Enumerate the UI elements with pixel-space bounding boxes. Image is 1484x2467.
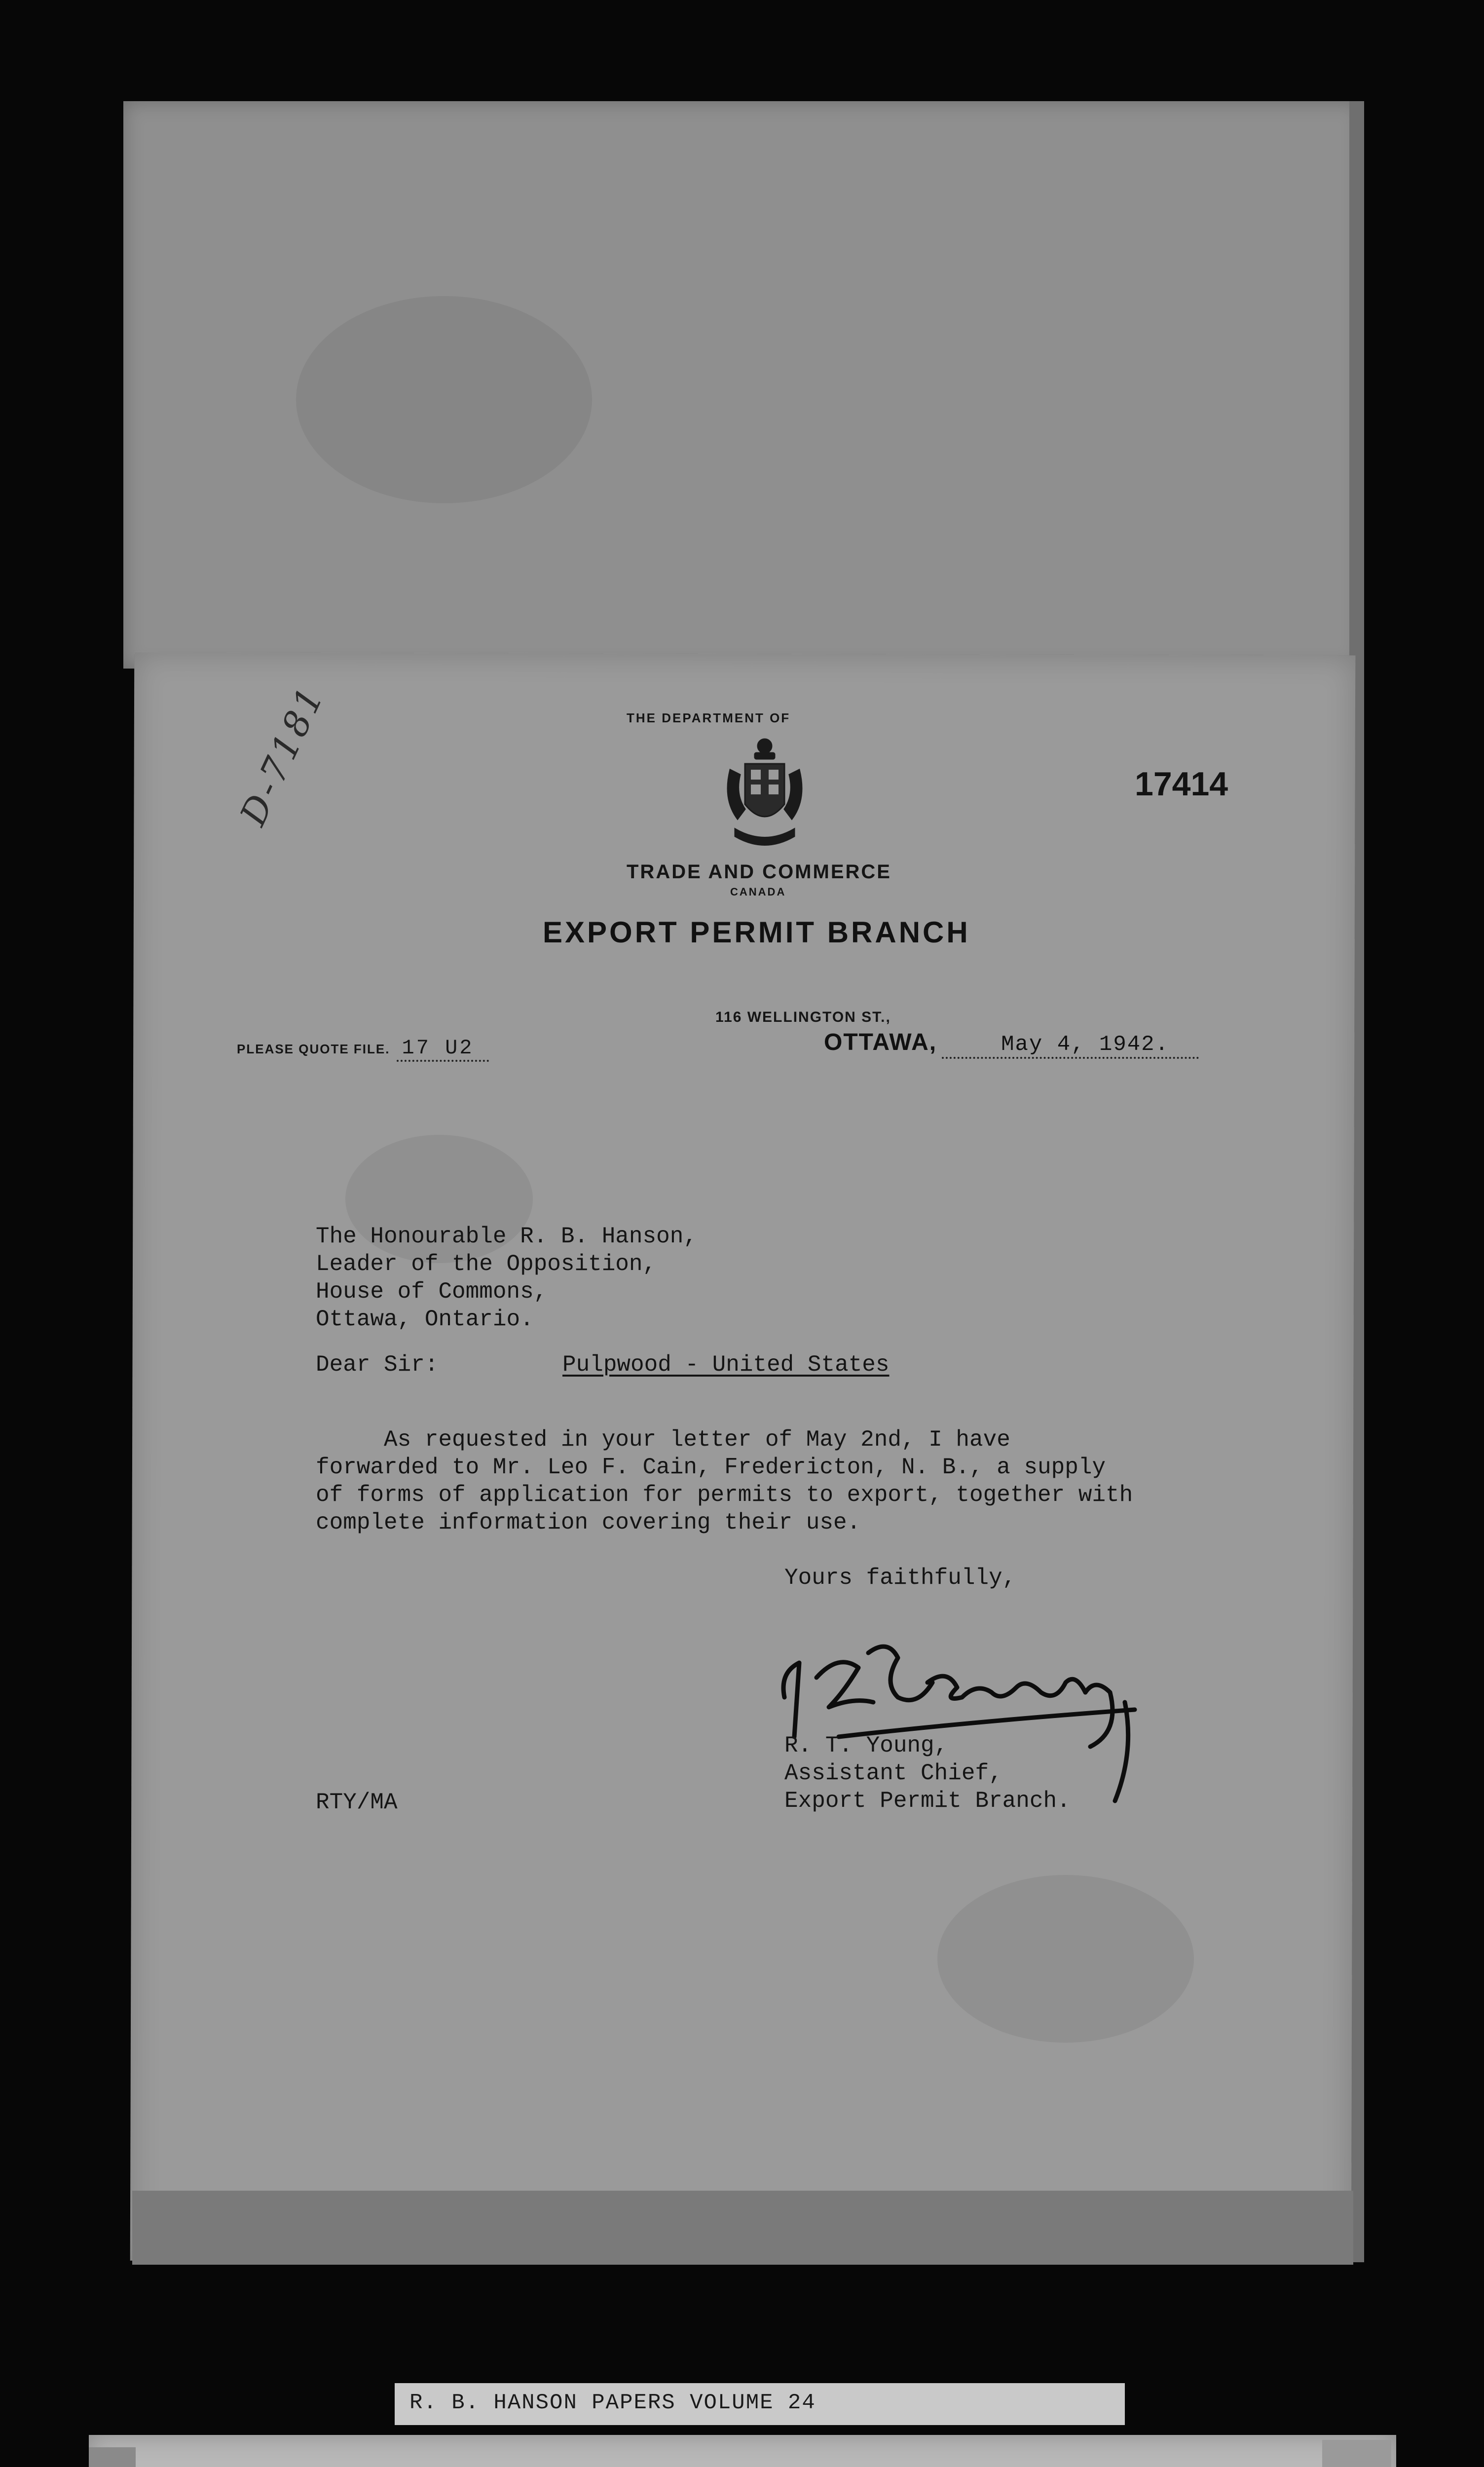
recipient-block	[316, 1223, 697, 1333]
city-label: OTTAWA,	[824, 1029, 937, 1055]
letter-date: May 4, 1942.	[942, 1032, 1199, 1059]
branch-address: 116 WELLINGTON ST.,	[715, 1009, 891, 1025]
typist-initials: RTY/MA	[316, 1790, 398, 1815]
quote-file-value: 17 U2	[397, 1036, 488, 1062]
department-line: THE DEPARTMENT OF	[627, 710, 791, 725]
letter-lower-shadow	[132, 2191, 1353, 2265]
recipient-line: Leader of the Opposition,	[316, 1251, 657, 1277]
recipient-line: The Honourable R. B. Hanson,	[316, 1224, 697, 1249]
branch-title: EXPORT PERMIT BRANCH	[543, 916, 970, 949]
signer-line: R. T. Young,	[784, 1733, 948, 1758]
paper-stain	[296, 296, 592, 503]
body-line: As requested in your letter of May 2nd, I have	[316, 1427, 1010, 1453]
coat-of-arms-icon	[715, 735, 814, 854]
department-name: TRADE AND COMMERCE	[627, 861, 891, 883]
body-line: of forms of application for permits to export, together with	[316, 1482, 1133, 1508]
handwritten-reference: D-7181	[232, 678, 333, 832]
volume-label-text: R. B. HANSON PAPERS VOLUME 24	[409, 2391, 816, 2415]
signer-line: Export Permit Branch.	[784, 1788, 1071, 1814]
signer-line: Assistant Chief,	[784, 1760, 1002, 1786]
body-line: forwarded to Mr. Leo F. Cain, Fredericton, N. B., a supply	[316, 1455, 1106, 1480]
signer-block	[784, 1732, 1071, 1815]
recipient-line: House of Commons,	[316, 1279, 548, 1305]
salutation: Dear Sir:	[316, 1352, 439, 1378]
paper-stain	[937, 1875, 1194, 2043]
city-date-line	[824, 1029, 1199, 1059]
card-edge	[89, 2447, 136, 2467]
recipient-line: Ottawa, Ontario.	[316, 1307, 534, 1332]
body-line: complete information covering their use.	[316, 1510, 861, 1535]
quote-file-line	[237, 1036, 489, 1062]
closing: Yours faithfully,	[784, 1565, 1016, 1591]
quote-file-label: PLEASE QUOTE FILE.	[237, 1042, 390, 1056]
department-country: CANADA	[730, 886, 786, 898]
subject-line: Pulpwood - United States	[562, 1352, 890, 1378]
stamped-file-number: 17414	[1135, 765, 1228, 803]
card-edge	[1322, 2440, 1391, 2467]
body-paragraph	[316, 1426, 1133, 1536]
archives-card	[89, 2435, 1396, 2467]
